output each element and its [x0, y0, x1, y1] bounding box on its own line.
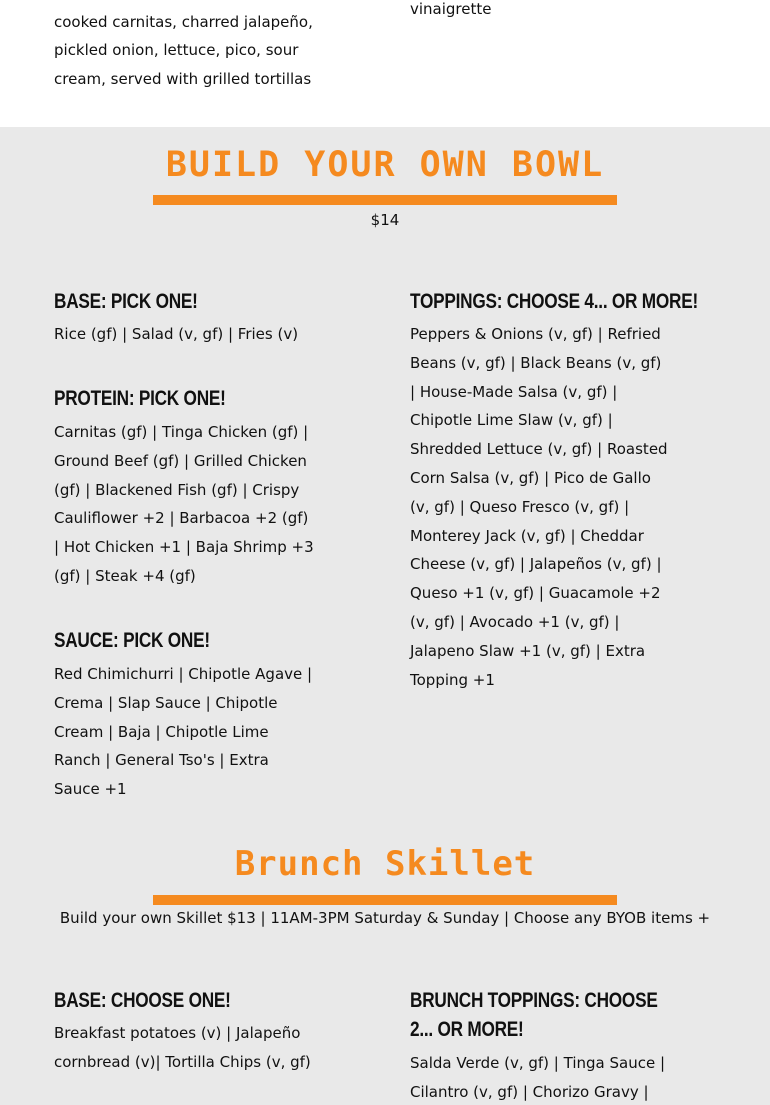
description-line: cooked carnitas, charred jalapeño, [54, 12, 313, 31]
toppings-items: Peppers & Onions (v, gf) | Refried Beans (v, gf) | Black Beans (v, gf) | House-Made Salsa (v, gf) | Chipotle Lime Slaw (v, gf) | Shredded Lettuce (v, gf) | Roasted Corn Salsa (v, gf) | Pico de Gallo (v, gf) | Queso Fresco (v, gf) | Monterey Jack (v, gf) | Cheddar Cheese (v, gf) | Jalapeños (v, gf) | Queso +1 (v, gf) | Guacamole +2 (v, gf) | Avocado +1 (v, gf) | Jalapeno Slaw +1 (v, gf) | Extra Topping +1 [410, 325, 668, 689]
brunch-toppings-items: Salda Verde (v, gf) | Tinga Sauce | Cilantro (v, gf) | Chorizo Gravy | [410, 1054, 665, 1101]
byob-title: BUILD YOUR OWN BOWL [165, 145, 605, 185]
previous-item-description-right: vinaigrette [410, 0, 492, 18]
byob-price: $14 [370, 211, 400, 229]
protein-items: Carnitas (gf) | Tinga Chicken (gf) | Ground Beef (gf) | Grilled Chicken (gf) | Blackened Fish (gf) | Crispy Cauliflower +2 | Barbacoa +2 (gf) | Hot Chicken +1 | Baja Shrimp +3 (gf) | Steak +4 (gf) [54, 423, 314, 585]
sauce-heading: SAUCE: PICK ONE! [54, 629, 210, 652]
brunch-skillet-title: Brunch Skillet [234, 844, 536, 884]
brunch-toppings-heading: BRUNCH TOPPINGS: CHOOSE 2... OR MORE! [410, 989, 658, 1041]
build-your-own-bowl-section [0, 127, 770, 1105]
base-items: Rice (gf) | Salad (v, gf) | Fries (v) [54, 325, 299, 343]
protein-heading: PROTEIN: PICK ONE! [54, 387, 226, 410]
brunch-base-heading: BASE: CHOOSE ONE! [54, 989, 231, 1012]
previous-item-description [54, 0, 324, 93]
base-heading: BASE: PICK ONE! [54, 290, 198, 313]
previous-menu-item-section [0, 0, 770, 127]
sauce-items: Red Chimichurri | Chipotle Agave | Crema | Slap Sauce | Chipotle Cream | Baja | Chipotle Lime Ranch | General Tso's | Extra Sauce +1 [54, 665, 313, 799]
brunch-title-underline [153, 895, 617, 905]
brunch-base-items: Breakfast potatoes (v) | Jalapeño cornbread (v)| Tortilla Chips (v, gf) [54, 1024, 311, 1071]
byob-title-underline [153, 195, 617, 205]
toppings-heading: TOPPINGS: CHOOSE 4... OR MORE! [410, 290, 698, 313]
brunch-subtitle: Build your own Skillet $13 | 11AM-3PM Saturday & Sunday | Choose any BYOB items + [59, 909, 711, 927]
description-line: pickled onion, lettuce, pico, sour [54, 41, 299, 59]
clipped-description-line [54, 0, 324, 8]
description-line: cream, served with grilled tortillas [54, 69, 312, 88]
